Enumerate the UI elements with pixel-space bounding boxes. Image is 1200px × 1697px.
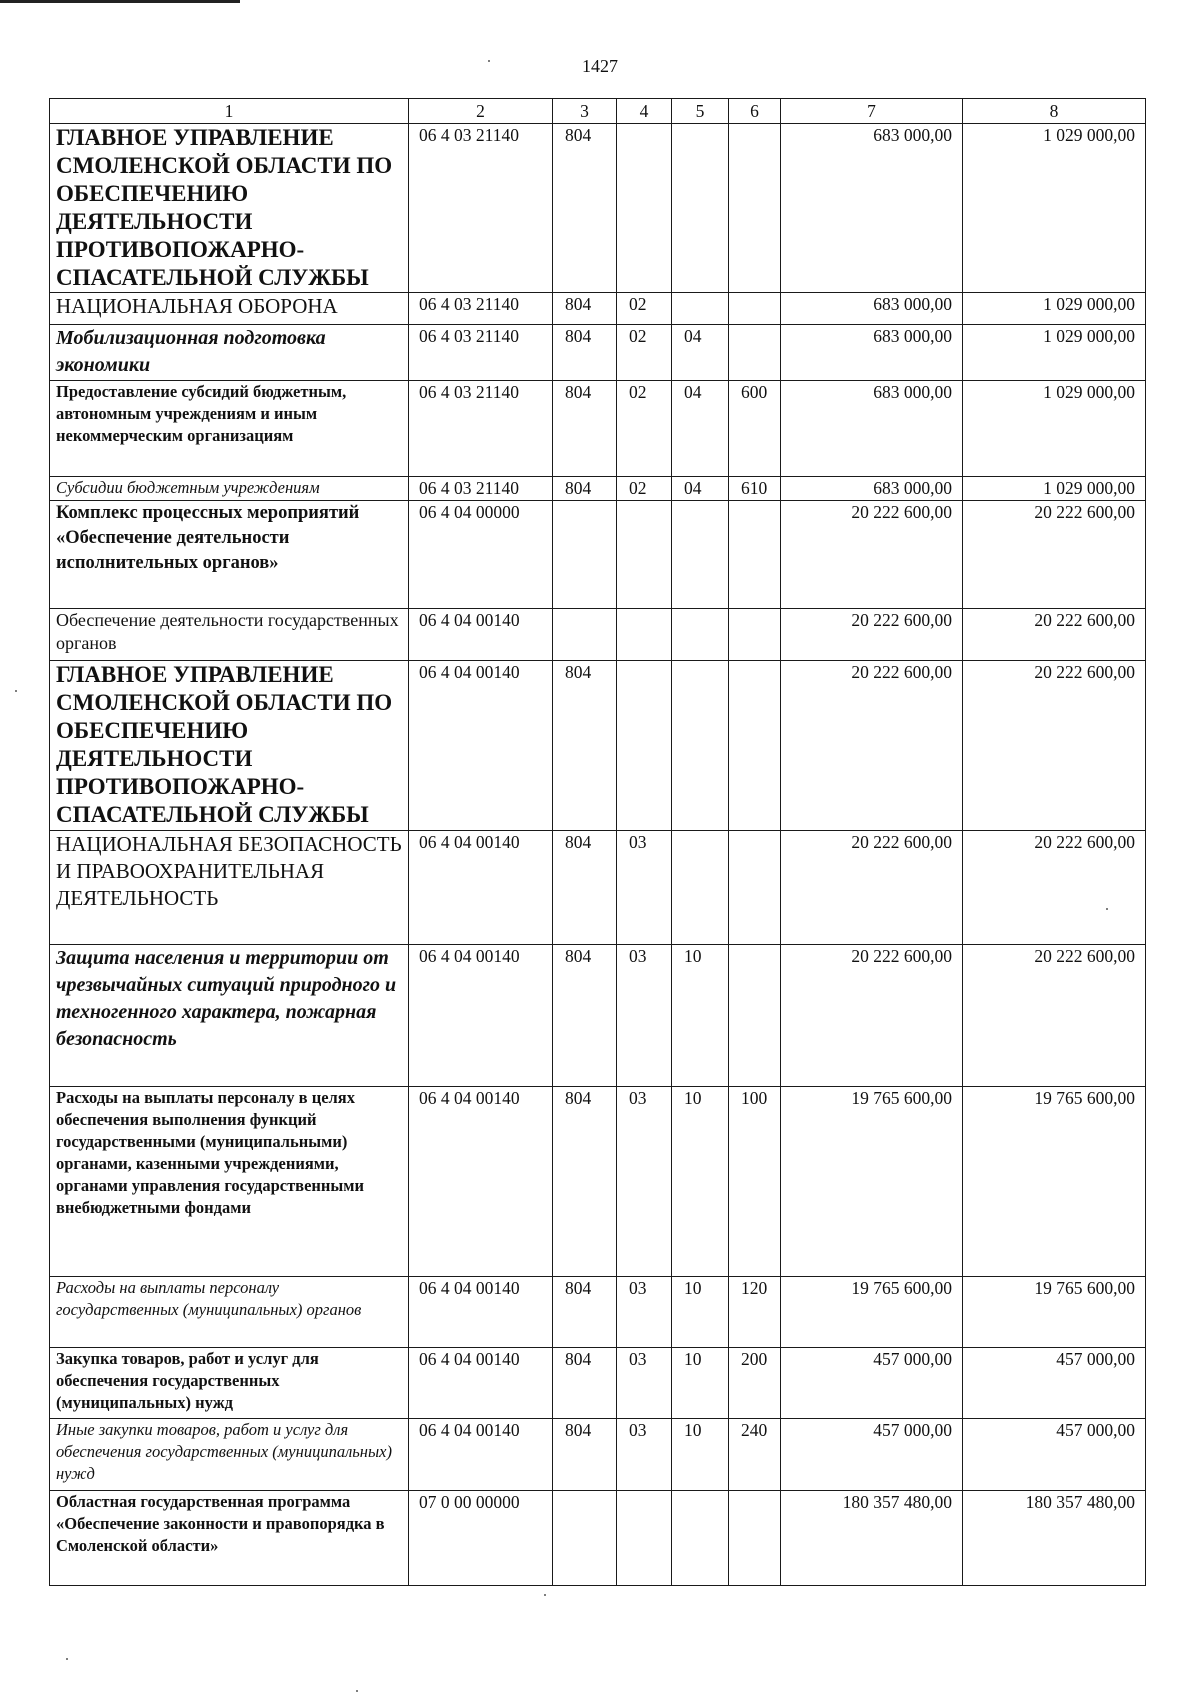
row-code: 06 4 04 00140 [409, 1277, 553, 1348]
row-col6: 610 [729, 477, 781, 501]
row-amount-col8: 457 000,00 [963, 1419, 1146, 1491]
row-col6: 240 [729, 1419, 781, 1491]
row-col3: 804 [553, 325, 617, 381]
row-col4: 03 [617, 1419, 672, 1491]
row-col4: 02 [617, 325, 672, 381]
table-row [50, 1491, 1146, 1586]
row-code: 06 4 04 00140 [409, 945, 553, 1087]
row-col6 [729, 945, 781, 1087]
row-amount-col8: 20 222 600,00 [963, 609, 1146, 661]
scan-speck [66, 1658, 68, 1660]
row-col6 [729, 609, 781, 661]
row-col5 [672, 501, 729, 609]
row-col5: 04 [672, 325, 729, 381]
row-col3 [553, 501, 617, 609]
row-code: 06 4 04 00140 [409, 609, 553, 661]
table-row [50, 1277, 1146, 1348]
row-col5 [672, 1491, 729, 1586]
row-name: Областная государственная программа «Обеспечение законности и правопорядка в Смоленской области» [50, 1491, 409, 1586]
row-code: 06 4 04 00140 [409, 661, 553, 831]
row-amount-col8: 20 222 600,00 [963, 501, 1146, 609]
row-col6: 200 [729, 1348, 781, 1419]
row-amount-col7: 19 765 600,00 [781, 1277, 963, 1348]
row-name: НАЦИОНАЛЬНАЯ БЕЗОПАСНОСТЬ И ПРАВООХРАНИТЕЛЬНАЯ ДЕЯТЕЛЬНОСТЬ [50, 831, 409, 945]
row-amount-col7: 19 765 600,00 [781, 1087, 963, 1277]
row-amount-col8: 180 357 480,00 [963, 1491, 1146, 1586]
row-code: 06 4 04 00140 [409, 1419, 553, 1491]
row-code: 06 4 04 00140 [409, 1087, 553, 1277]
row-col5: 10 [672, 945, 729, 1087]
row-col4 [617, 124, 672, 293]
row-col5 [672, 609, 729, 661]
row-col4: 03 [617, 1087, 672, 1277]
row-col4: 03 [617, 1348, 672, 1419]
header-cell: 3 [553, 99, 617, 124]
table-row [50, 381, 1146, 477]
table-row [50, 831, 1146, 945]
row-amount-col7: 683 000,00 [781, 477, 963, 501]
row-amount-col7: 20 222 600,00 [781, 945, 963, 1087]
row-col3 [553, 1491, 617, 1586]
row-col3: 804 [553, 661, 617, 831]
row-col6: 600 [729, 381, 781, 477]
row-col5: 10 [672, 1348, 729, 1419]
row-name: Комплекс процессных мероприятий «Обеспечение деятельности исполнительных органов» [50, 501, 409, 609]
row-amount-col7: 683 000,00 [781, 293, 963, 325]
header-cell: 4 [617, 99, 672, 124]
row-col6 [729, 501, 781, 609]
table-row [50, 661, 1146, 831]
row-amount-col8: 20 222 600,00 [963, 831, 1146, 945]
row-amount-col7: 457 000,00 [781, 1348, 963, 1419]
row-amount-col7: 20 222 600,00 [781, 501, 963, 609]
row-col3: 804 [553, 381, 617, 477]
row-col4: 03 [617, 831, 672, 945]
row-col4 [617, 1491, 672, 1586]
row-col5 [672, 661, 729, 831]
row-name: Расходы на выплаты персоналу в целях обеспечения выполнения функций государственными (муниципальными) органами, казенными учреждениями, органами управления государственными внебюджетными фондами [50, 1087, 409, 1277]
row-col3 [553, 609, 617, 661]
header-cell: 2 [409, 99, 553, 124]
header-cell: 1 [50, 99, 409, 124]
row-col5 [672, 293, 729, 325]
row-code: 06 4 03 21140 [409, 293, 553, 325]
table-row [50, 124, 1146, 293]
row-amount-col8: 19 765 600,00 [963, 1277, 1146, 1348]
row-col5 [672, 831, 729, 945]
row-name: Субсидии бюджетным учреждениям [50, 477, 409, 501]
row-code: 07 0 00 00000 [409, 1491, 553, 1586]
table-row [50, 609, 1146, 661]
scan-speck [15, 690, 17, 692]
row-name: Иные закупки товаров, работ и услуг для обеспечения государственных (муниципальных) нужд [50, 1419, 409, 1491]
table-row [50, 501, 1146, 609]
row-col4: 03 [617, 945, 672, 1087]
row-amount-col7: 20 222 600,00 [781, 609, 963, 661]
row-name: Закупка товаров, работ и услуг для обеспечения государственных (муниципальных) нужд [50, 1348, 409, 1419]
row-amount-col8: 1 029 000,00 [963, 325, 1146, 381]
header-cell: 7 [781, 99, 963, 124]
row-col3: 804 [553, 1419, 617, 1491]
row-code: 06 4 04 00140 [409, 831, 553, 945]
row-col4: 02 [617, 477, 672, 501]
budget-table [49, 98, 1146, 1586]
page-number: 1427 [582, 56, 618, 76]
row-col6 [729, 293, 781, 325]
scan-speck [488, 60, 490, 62]
row-code: 06 4 03 21140 [409, 381, 553, 477]
row-name: Предоставление субсидий бюджетным, автономным учреждениям и иным некоммерческим организациям [50, 381, 409, 477]
row-amount-col7: 20 222 600,00 [781, 831, 963, 945]
row-col6 [729, 1491, 781, 1586]
table-row [50, 1087, 1146, 1277]
row-amount-col7: 20 222 600,00 [781, 661, 963, 831]
header-row [50, 99, 1146, 124]
table-row [50, 477, 1146, 501]
row-col4: 02 [617, 381, 672, 477]
row-col6 [729, 325, 781, 381]
header-cell: 6 [729, 99, 781, 124]
row-col5: 10 [672, 1419, 729, 1491]
scan-speck [1106, 908, 1108, 910]
row-name: Мобилизационная подготовка экономики [50, 325, 409, 381]
row-amount-col7: 180 357 480,00 [781, 1491, 963, 1586]
row-code: 06 4 04 00000 [409, 501, 553, 609]
row-col3: 804 [553, 293, 617, 325]
row-amount-col8: 1 029 000,00 [963, 293, 1146, 325]
row-col5 [672, 124, 729, 293]
row-amount-col8: 1 029 000,00 [963, 381, 1146, 477]
row-col4 [617, 609, 672, 661]
row-name: НАЦИОНАЛЬНАЯ ОБОРОНА [50, 293, 409, 325]
row-col4: 03 [617, 1277, 672, 1348]
row-code: 06 4 03 21140 [409, 325, 553, 381]
row-col4 [617, 501, 672, 609]
row-col6: 120 [729, 1277, 781, 1348]
row-amount-col8: 19 765 600,00 [963, 1087, 1146, 1277]
row-col3: 804 [553, 1087, 617, 1277]
row-col4: 02 [617, 293, 672, 325]
row-amount-col8: 457 000,00 [963, 1348, 1146, 1419]
row-amount-col8: 1 029 000,00 [963, 124, 1146, 293]
row-col3: 804 [553, 124, 617, 293]
row-col6 [729, 124, 781, 293]
row-name: ГЛАВНОЕ УПРАВЛЕНИЕ СМОЛЕНСКОЙ ОБЛАСТИ ПО ОБЕСПЕЧЕНИЮ ДЕЯТЕЛЬНОСТИ ПРОТИВОПОЖАРНО-СПАСАТЕЛЬНОЙ СЛУЖБЫ [50, 124, 409, 293]
table-row [50, 1348, 1146, 1419]
row-amount-col8: 1 029 000,00 [963, 477, 1146, 501]
row-code: 06 4 03 21140 [409, 124, 553, 293]
scan-speck [356, 1690, 358, 1692]
row-name: Защита населения и территории от чрезвычайных ситуаций природного и техногенного характера, пожарная безопасность [50, 945, 409, 1087]
row-col3: 804 [553, 831, 617, 945]
scan-edge-line [0, 0, 240, 3]
table-row [50, 945, 1146, 1087]
row-col6 [729, 661, 781, 831]
row-col5: 04 [672, 477, 729, 501]
row-col5: 10 [672, 1087, 729, 1277]
row-name: Расходы на выплаты персоналу государственных (муниципальных) органов [50, 1277, 409, 1348]
table-body [50, 124, 1146, 1586]
row-col3: 804 [553, 1348, 617, 1419]
scan-speck [544, 1594, 546, 1596]
row-code: 06 4 03 21140 [409, 477, 553, 501]
row-col5: 10 [672, 1277, 729, 1348]
row-amount-col8: 20 222 600,00 [963, 945, 1146, 1087]
row-col6: 100 [729, 1087, 781, 1277]
row-amount-col8: 20 222 600,00 [963, 661, 1146, 831]
row-col6 [729, 831, 781, 945]
row-code: 06 4 04 00140 [409, 1348, 553, 1419]
header-cell: 5 [672, 99, 729, 124]
row-amount-col7: 683 000,00 [781, 325, 963, 381]
table-row [50, 1419, 1146, 1491]
row-amount-col7: 683 000,00 [781, 381, 963, 477]
header-cell: 8 [963, 99, 1146, 124]
row-amount-col7: 683 000,00 [781, 124, 963, 293]
table-row [50, 325, 1146, 381]
row-col5: 04 [672, 381, 729, 477]
row-col3: 804 [553, 477, 617, 501]
row-col3: 804 [553, 945, 617, 1087]
row-amount-col7: 457 000,00 [781, 1419, 963, 1491]
row-col3: 804 [553, 1277, 617, 1348]
row-name: ГЛАВНОЕ УПРАВЛЕНИЕ СМОЛЕНСКОЙ ОБЛАСТИ ПО ОБЕСПЕЧЕНИЮ ДЕЯТЕЛЬНОСТИ ПРОТИВОПОЖАРНО-СПАСАТЕЛЬНОЙ СЛУЖБЫ [50, 661, 409, 831]
row-name: Обеспечение деятельности государственных органов [50, 609, 409, 661]
row-col4 [617, 661, 672, 831]
table-row [50, 293, 1146, 325]
